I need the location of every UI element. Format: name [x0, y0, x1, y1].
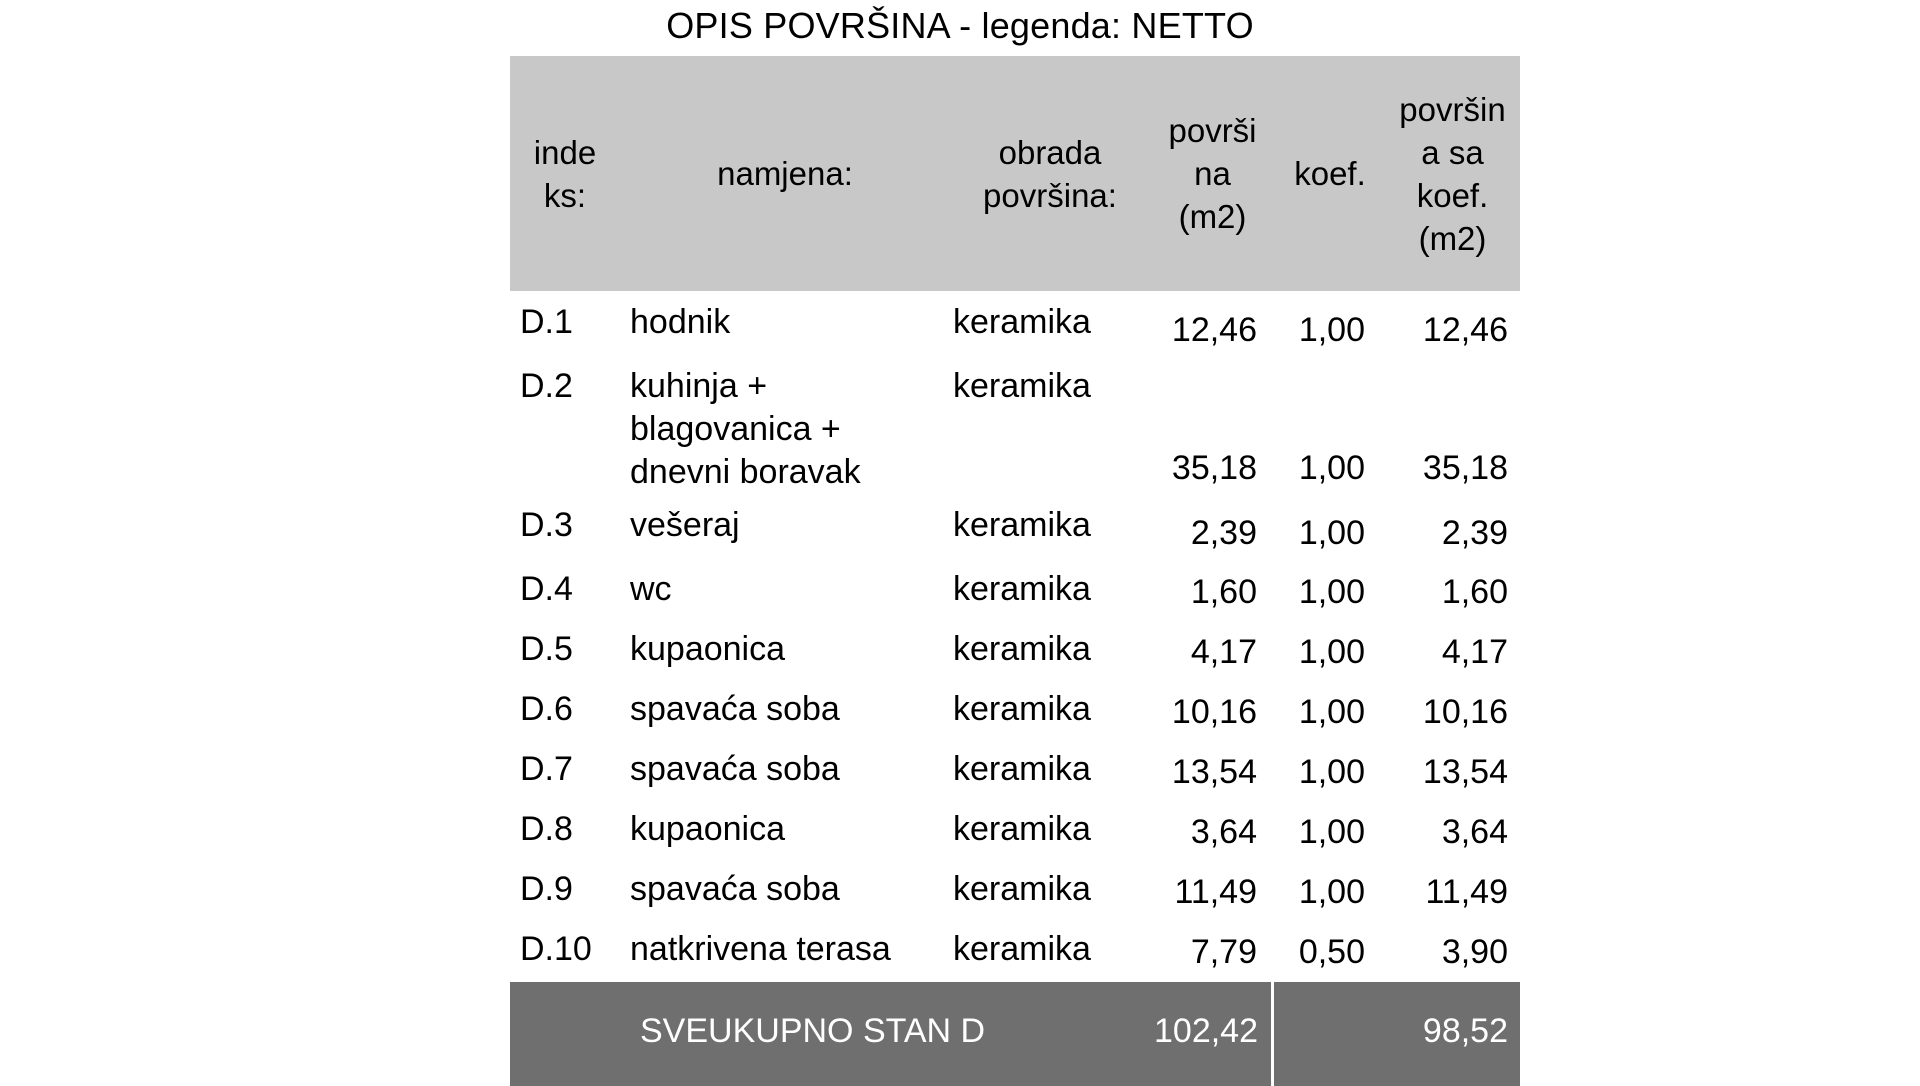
row-coef: 1,00	[1298, 813, 1365, 851]
row-area: 1,60	[1190, 573, 1257, 611]
row-finish: keramika	[953, 870, 1091, 908]
header-finish-line: obrada	[998, 133, 1102, 171]
row-area: 10,16	[1171, 693, 1257, 731]
row-coef: 1,00	[1298, 311, 1365, 349]
row-name: kupaonica	[630, 630, 786, 668]
row-coef: 1,00	[1298, 753, 1365, 791]
total-divider	[1271, 982, 1274, 1086]
header-finish	[950, 56, 1150, 291]
header-index-line: inde	[533, 133, 597, 171]
row-area-coef: 12,46	[1422, 311, 1508, 349]
header-area-line: površi	[1168, 112, 1257, 149]
row-finish: keramika	[953, 506, 1091, 544]
row-name: kuhinja +	[630, 367, 768, 405]
row-area-coef: 3,64	[1441, 813, 1508, 851]
row-area: 12,46	[1171, 311, 1257, 349]
header-coef-line: koef.	[1294, 155, 1366, 192]
row-name: spavaća soba	[630, 750, 840, 788]
row-area-coef: 11,49	[1425, 873, 1508, 911]
header-area-coef-line: (m2)	[1418, 219, 1487, 257]
row-index: D.10	[520, 930, 592, 968]
row-area: 3,64	[1190, 813, 1257, 851]
header-area-coef-line: a sa	[1421, 133, 1484, 171]
row-finish: keramika	[953, 570, 1091, 608]
row-coef: 1,00	[1298, 449, 1365, 487]
row-finish: keramika	[953, 750, 1091, 788]
row-index: D.2	[520, 367, 573, 405]
header-purpose	[620, 56, 950, 291]
row-name: spavaća soba	[630, 870, 840, 908]
row-area: 4,17	[1190, 633, 1257, 671]
total-label: SVEUKUPNO STAN D	[640, 1012, 986, 1050]
row-coef: 1,00	[1298, 514, 1365, 552]
total-row	[510, 982, 1520, 1086]
row-area: 13,54	[1171, 753, 1257, 791]
header-area	[1150, 56, 1275, 291]
row-name: kupaonica	[630, 810, 786, 848]
header-area-coef-line: koef.	[1416, 176, 1489, 214]
table-header	[510, 56, 1520, 291]
row-index: D.4	[520, 570, 573, 608]
row-area-coef: 10,16	[1422, 693, 1508, 731]
row-finish: keramika	[953, 810, 1091, 848]
row-area-coef: 1,60	[1441, 573, 1508, 611]
row-index: D.8	[520, 810, 573, 848]
row-area-coef: 13,54	[1422, 753, 1508, 791]
row-finish: keramika	[953, 303, 1091, 341]
header-coef	[1275, 56, 1385, 291]
row-area: 35,18	[1171, 449, 1257, 487]
header-index-line: ks:	[543, 176, 587, 214]
row-area-coef: 35,18	[1422, 449, 1508, 487]
row-area: 11,49	[1174, 873, 1257, 911]
row-name: hodnik	[630, 303, 731, 341]
header-index	[510, 56, 620, 291]
row-index: D.5	[520, 630, 573, 668]
row-area: 7,79	[1190, 933, 1257, 971]
row-coef: 0,50	[1298, 933, 1365, 971]
row-coef: 1,00	[1298, 873, 1365, 911]
row-index: D.6	[520, 690, 573, 728]
row-name: dnevni boravak	[630, 453, 861, 491]
row-coef: 1,00	[1298, 633, 1365, 671]
header-area-line: na	[1194, 155, 1231, 192]
header-area-line: (m2)	[1178, 198, 1247, 235]
row-finish: keramika	[953, 690, 1091, 728]
row-name: wc	[630, 570, 672, 608]
row-name: blagovanica +	[630, 410, 841, 448]
row-area-coef: 4,17	[1441, 633, 1508, 671]
row-area: 2,39	[1190, 514, 1257, 552]
row-name: vešeraj	[630, 506, 740, 544]
total-area: 102,42	[1154, 1012, 1258, 1050]
row-area-coef: 3,90	[1441, 933, 1508, 971]
row-coef: 1,00	[1298, 693, 1365, 731]
row-index: D.7	[520, 750, 573, 788]
header-area-coef-line: površin	[1399, 90, 1506, 128]
row-area-coef: 2,39	[1441, 514, 1508, 552]
row-name: natkrivena terasa	[630, 930, 891, 968]
total-area-coef: 98,52	[1422, 1012, 1508, 1050]
row-finish: keramika	[953, 367, 1091, 405]
row-finish: keramika	[953, 630, 1091, 668]
row-index: D.1	[520, 303, 573, 341]
row-coef: 1,00	[1298, 573, 1365, 611]
area-table	[510, 56, 1520, 1050]
header-area-coef	[1385, 56, 1520, 291]
row-index: D.9	[520, 870, 573, 908]
row-finish: keramika	[953, 930, 1091, 968]
row-name: spavaća soba	[630, 690, 840, 728]
page-title: OPIS POVRŠINA - legenda: NETTO	[666, 5, 1254, 46]
row-index: D.3	[520, 506, 573, 544]
header-finish-line: površina:	[983, 176, 1117, 214]
header-purpose-line: namjena:	[717, 155, 853, 192]
